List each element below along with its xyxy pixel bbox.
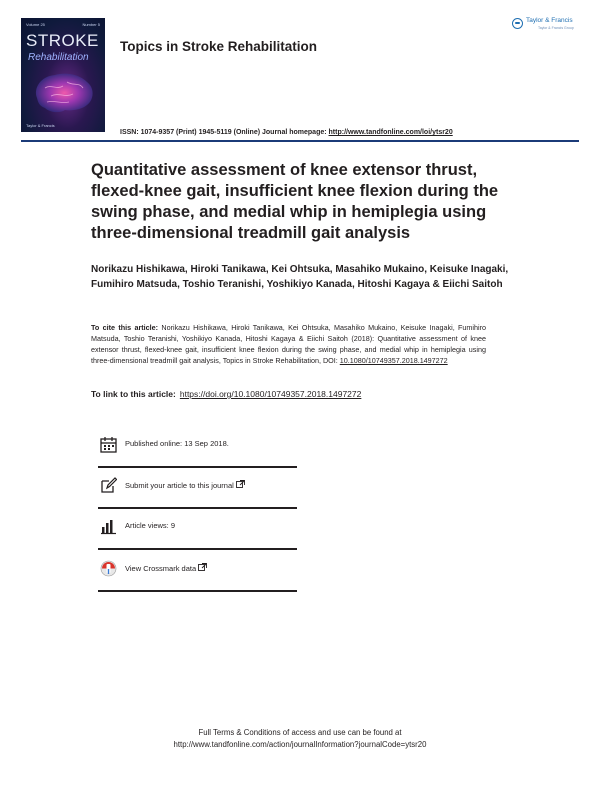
article-views-text: Article views: 9 xyxy=(125,521,176,530)
cover-number-text: Number 5 xyxy=(82,22,100,27)
cover-title-stroke: STROKE xyxy=(26,31,99,50)
info-divider xyxy=(98,507,297,509)
article-link-label: To link to this article: xyxy=(91,389,176,399)
article-title: Quantitative assessment of knee extensor thrust, flexed-knee gait, insufficient knee flexion during the swing phase, and medial whip in hemiplegia using three-dimensional treadmill gait analysis xyxy=(91,161,499,242)
article-doi-url[interactable]: https://doi.org/10.1080/10749357.2018.1497272 xyxy=(179,389,362,399)
external-link-icon xyxy=(198,563,207,571)
crossmark-label: View Crossmark data xyxy=(125,564,197,573)
footer-terms xyxy=(0,727,600,751)
edit-icon xyxy=(100,477,117,494)
cover-title-rehabilitation: Rehabilitation xyxy=(28,52,89,63)
citation-block xyxy=(91,322,486,366)
publisher-logo-icon xyxy=(512,18,523,29)
journal-cover-image[interactable] xyxy=(21,18,105,132)
published-online-text: Published online: 13 Sep 2018. xyxy=(125,439,229,448)
author-list: Norikazu Hishikawa, Hiroki Tanikawa, Kei Ohtsuka, Masahiko Mukaino, Keisuke Inagaki, Fumihiro Matsuda, Toshio Teranishi, Yoshikiyo Kanada, Hitoshi Kagaya & Eiichi Saitoh xyxy=(91,264,509,290)
journal-title[interactable]: Topics in Stroke Rehabilitation xyxy=(120,39,318,54)
crossmark-link[interactable] xyxy=(125,563,207,573)
publisher-tagline: Taylor & Francis Group xyxy=(538,26,574,30)
citation-text: Norikazu Hishikawa, Hiroki Tanikawa, Kei Ohtsuka, Masahiko Mukaino, Keisuke Inagaki, Fumihiro Matsuda, Toshio Teranishi, Yoshikiyo Kanada, Hitoshi Kagaya & Eiichi Saitoh (2018): Quantitative assessment of knee extensor thrust, flexed-knee gait, insufficient knee flexion during the swing phase, and medial whip in hemiplegia using three-dimensional treadmill gait analysis, Topics in Stroke Rehabilitation, DOI: xyxy=(91,323,486,365)
info-divider xyxy=(98,466,297,468)
calendar-icon xyxy=(100,436,117,453)
citation-label: To cite this article: xyxy=(91,323,159,332)
submit-article-link[interactable] xyxy=(125,480,245,490)
brain-image-icon xyxy=(31,70,97,116)
published-online-row xyxy=(98,436,297,466)
issn-text: ISSN: 1074-9357 (Print) 1945-5119 (Online) Journal homepage: xyxy=(120,129,329,136)
publisher-logo[interactable] xyxy=(512,17,584,37)
citation-doi-link[interactable]: 10.1080/10749357.2018.1497272 xyxy=(339,356,448,365)
submit-article-label: Submit your article to this journal xyxy=(125,481,234,490)
submit-article-row[interactable] xyxy=(98,477,297,507)
cover-volume-text: Volume 25 xyxy=(26,22,45,27)
external-link-icon xyxy=(236,480,245,488)
crossmark-row[interactable] xyxy=(98,560,297,590)
cover-publisher-text: Taylor & Francis xyxy=(26,123,55,128)
issn-line xyxy=(120,129,453,136)
bar-chart-icon xyxy=(100,518,117,535)
info-divider xyxy=(98,590,297,592)
footer-terms-url[interactable]: http://www.tandfonline.com/action/journalInformation?journalCode=ytsr20 xyxy=(173,740,427,749)
footer-terms-line: Full Terms & Conditions of access and use can be found at xyxy=(198,728,402,737)
article-views-row xyxy=(98,518,297,548)
crossmark-icon xyxy=(100,560,117,577)
info-divider xyxy=(98,548,297,550)
header-divider xyxy=(21,140,579,142)
article-link-line xyxy=(91,389,361,399)
publisher-name: Taylor & Francis xyxy=(526,17,573,24)
journal-homepage-link[interactable]: http://www.tandfonline.com/loi/ytsr20 xyxy=(328,129,453,136)
